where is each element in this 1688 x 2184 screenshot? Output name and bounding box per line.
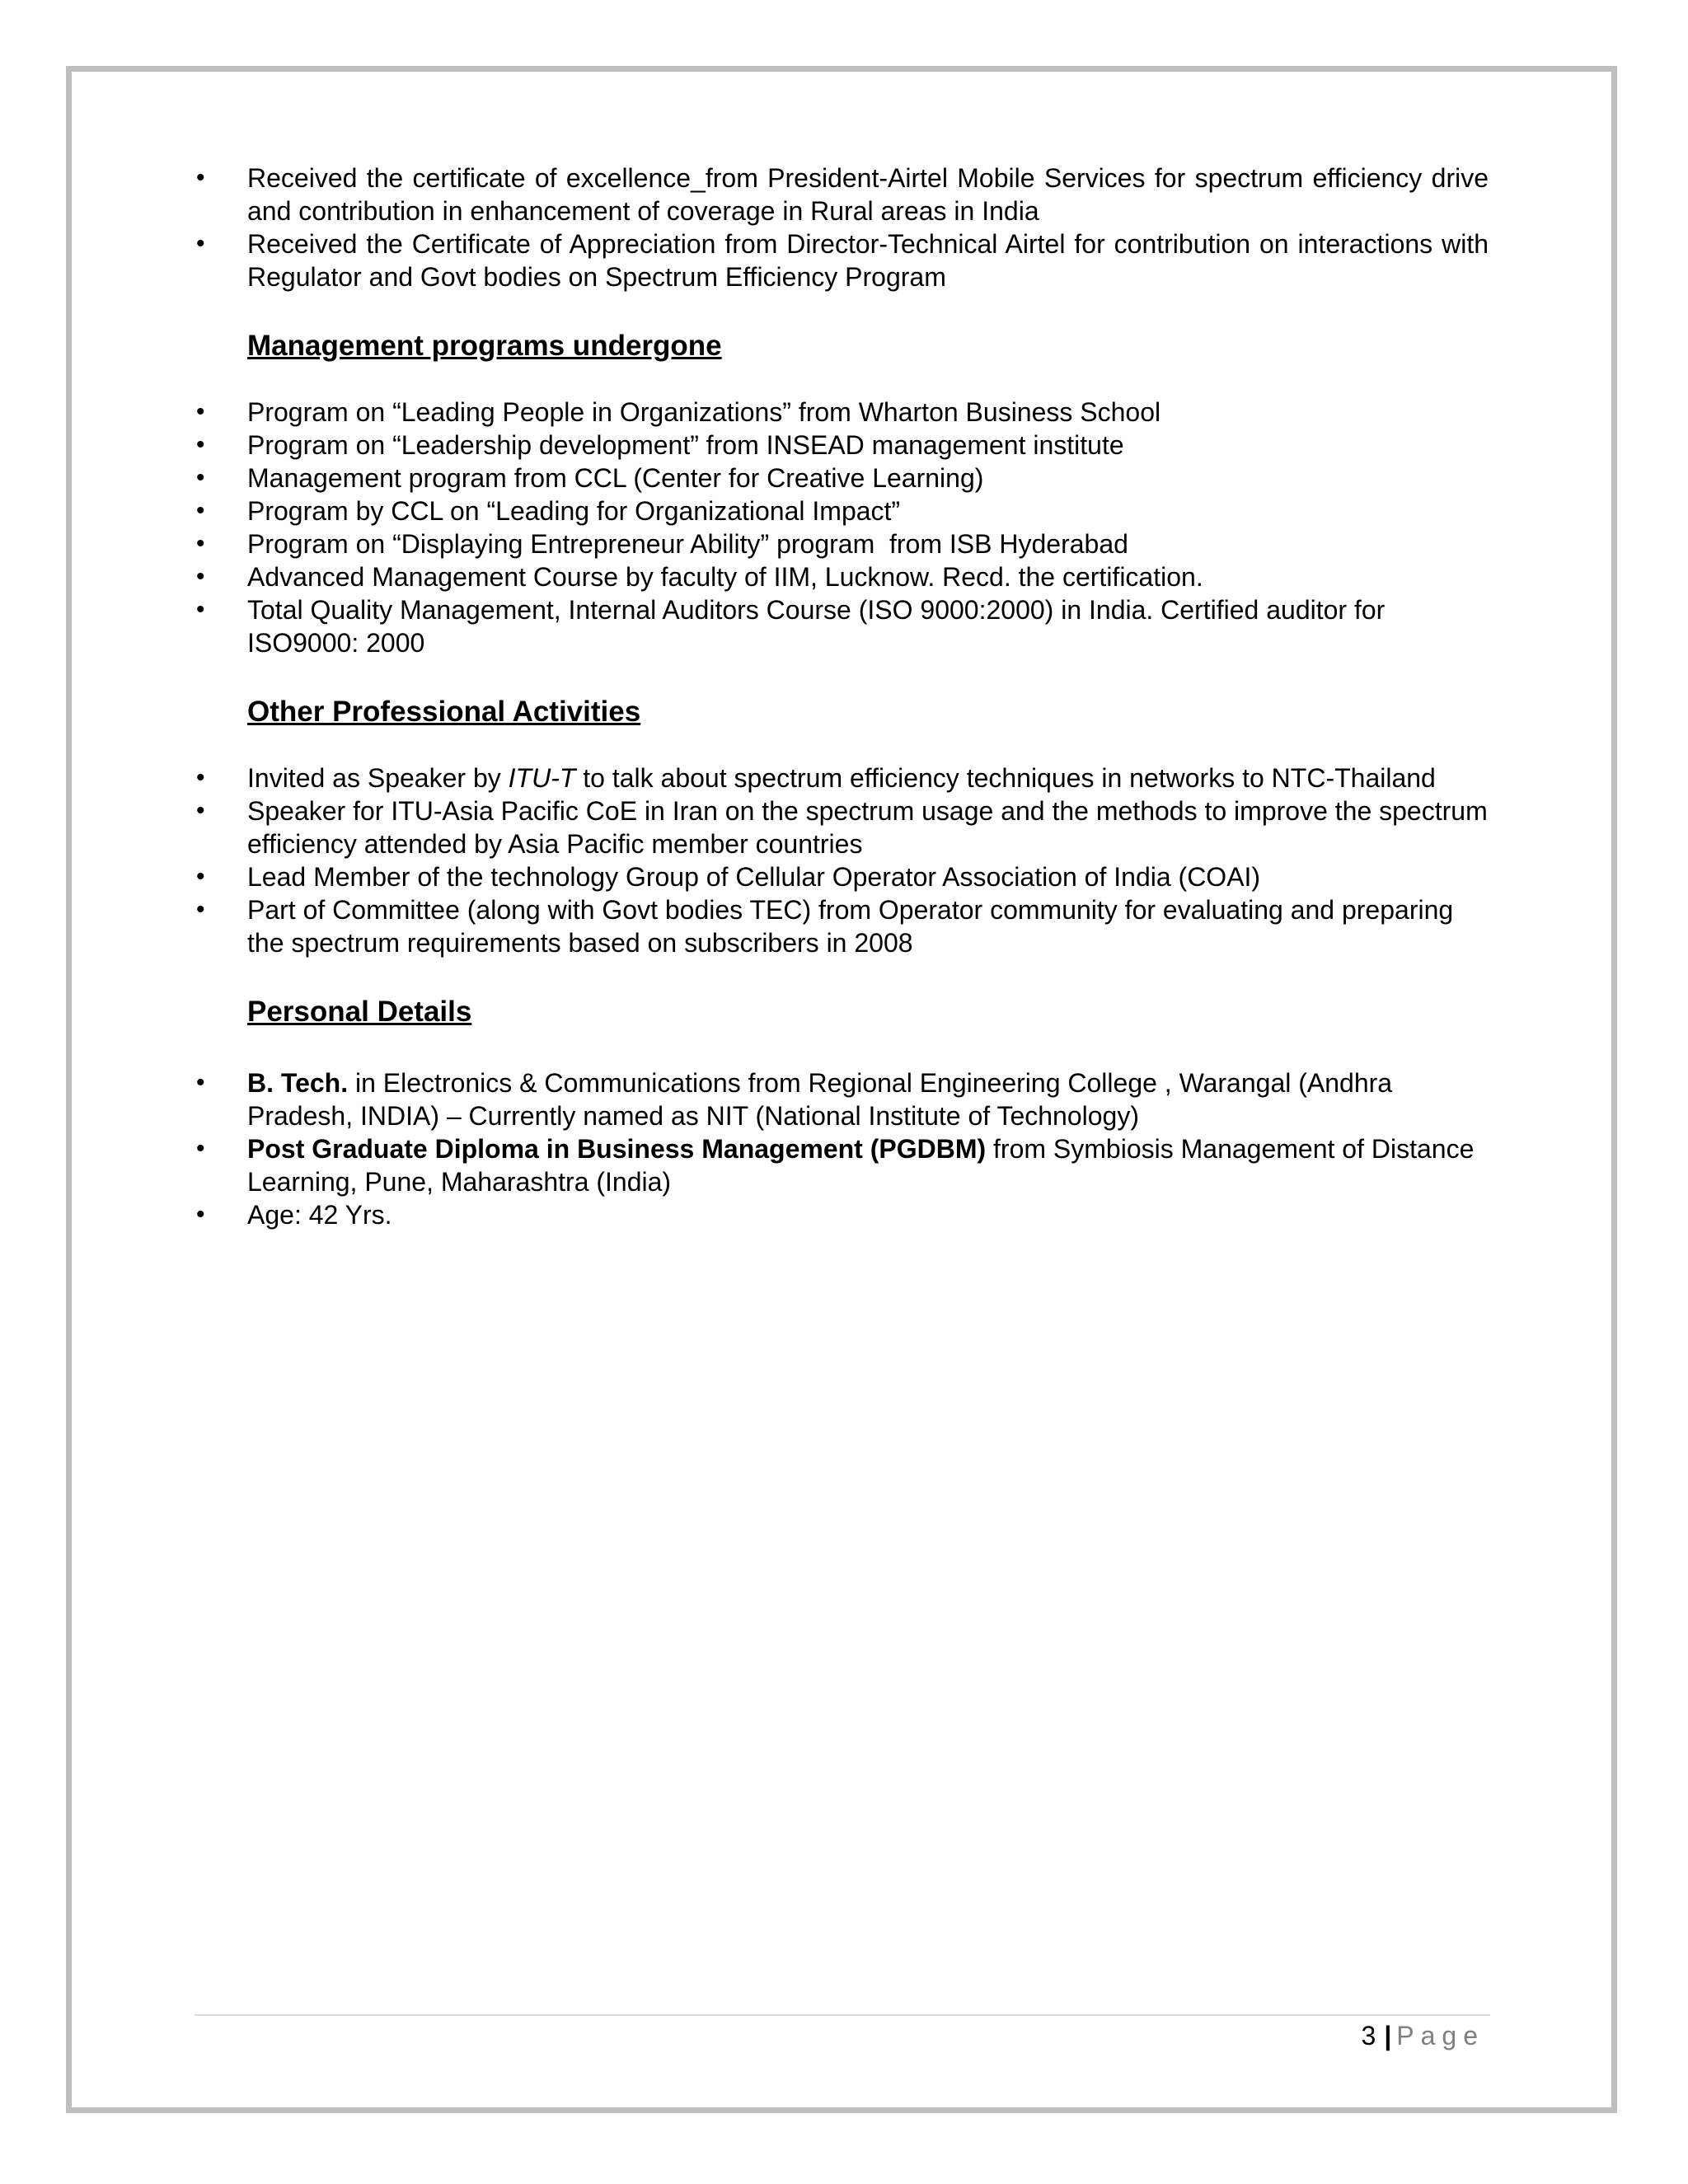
- management-programs-list: [196, 396, 1489, 659]
- page-label: Page: [1396, 2021, 1484, 2050]
- document-body: [196, 162, 1489, 1231]
- section-heading-management: Management programs undergone: [247, 330, 722, 362]
- item-text: to talk about spectrum efficiency techniques in networks to NTC-Thailand: [575, 763, 1436, 793]
- footer-divider: [195, 2014, 1490, 2016]
- page-footer: [1362, 2018, 1484, 2054]
- list-item: • Received the Certificate of Appreciation from Director-Technical Airtel for contribution on interactions with Regulator and Govt bodies on Spectrum Efficiency Program: [196, 227, 1489, 293]
- item-bold-text: Post Graduate Diploma in Business Management (PGDBM): [247, 1134, 987, 1164]
- item-text: in Electronics & Communications from Regional Engineering College , Warangal (Andhra Pradesh, INDIA) – Currently named as NIT (National Institute of Technology): [247, 1068, 1400, 1131]
- list-item: • Program by CCL on “Leading for Organizational Impact”: [196, 494, 1489, 527]
- section-heading-professional: Other Professional Activities: [247, 696, 641, 728]
- list-item: [196, 1132, 1489, 1198]
- personal-details-list: [196, 1066, 1489, 1231]
- item-bold-text: B. Tech.: [247, 1068, 349, 1098]
- list-item: • Program on “Leading People in Organizations” from Wharton Business School: [196, 396, 1489, 429]
- list-item: • Age: 42 Yrs.: [196, 1198, 1489, 1231]
- list-item: • Management program from CCL (Center for Creative Learning): [196, 462, 1489, 494]
- item-italic-text: ITU-T: [508, 763, 576, 793]
- list-item: • Program on “Leadership development” from INSEAD management institute: [196, 429, 1489, 462]
- list-item: • Program on “Displaying Entrepreneur Ability” program from ISB Hyderabad: [196, 527, 1489, 560]
- awards-list: [196, 162, 1489, 293]
- list-item: • Received the certificate of excellence_from President-Airtel Mobile Services for spectrum efficiency drive and contribution in enhancement of coverage in Rural areas in India: [196, 162, 1489, 227]
- list-item: [196, 762, 1489, 794]
- professional-activities-list: [196, 762, 1489, 959]
- section-heading-personal: Personal Details: [247, 996, 472, 1028]
- list-item: • Speaker for ITU-Asia Pacific CoE in Iran on the spectrum usage and the methods to improve the spectrum efficiency attended by Asia Pacific member countries: [196, 794, 1489, 860]
- footer-separator: |: [1384, 2021, 1392, 2050]
- item-text: from Symbiosis Management of Distance Learning, Pune, Maharashtra (India): [247, 1134, 1482, 1197]
- list-item: • Part of Committee (along with Govt bodies TEC) from Operator community for evaluating and preparing the spectrum requirements based on subscribers in 2008: [196, 893, 1489, 959]
- list-item: [196, 1066, 1489, 1132]
- item-text: Invited as Speaker by: [247, 763, 509, 793]
- page-number: 3: [1361, 2021, 1376, 2050]
- list-item: • Advanced Management Course by faculty of IIM, Lucknow. Recd. the certification.: [196, 560, 1489, 593]
- list-item: • Total Quality Management, Internal Auditors Course (ISO 9000:2000) in India. Certified auditor for ISO9000: 2000: [196, 593, 1489, 659]
- list-item: • Lead Member of the technology Group of Cellular Operator Association of India (COAI): [196, 860, 1489, 893]
